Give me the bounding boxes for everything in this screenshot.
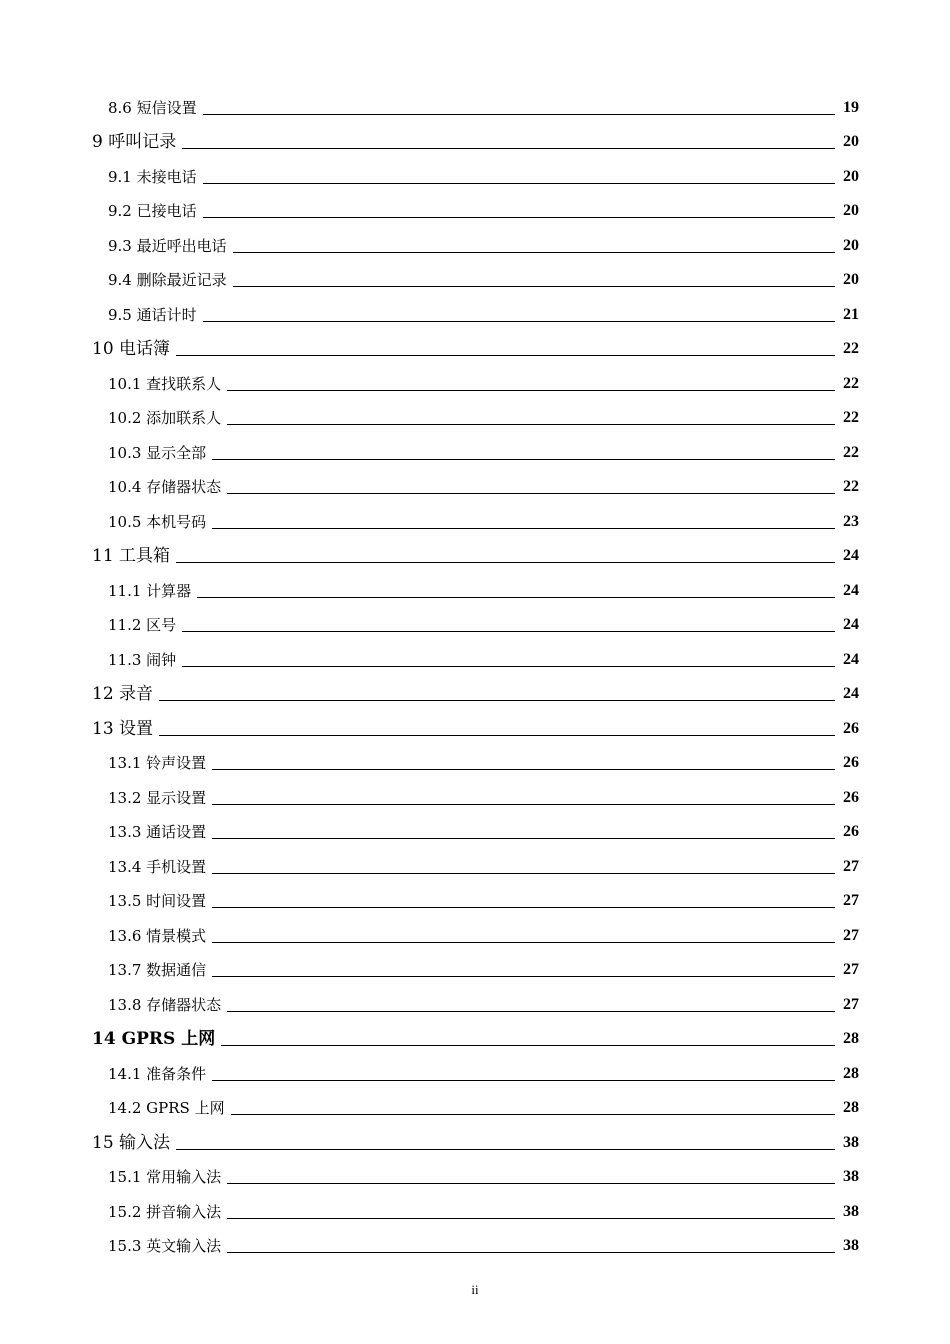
toc-leader-line	[212, 872, 835, 874]
toc-chapter-entry[interactable]	[0, 328, 950, 363]
toc-entry-page-number: 24	[843, 616, 859, 633]
toc-entry-page-number: 26	[843, 754, 859, 771]
toc-leader-line	[227, 1010, 835, 1012]
toc-section-entry[interactable]	[0, 776, 950, 811]
toc-leader-line	[212, 527, 835, 529]
toc-section-entry[interactable]	[0, 397, 950, 432]
toc-section-entry[interactable]	[0, 259, 950, 294]
toc-entry-title: 13.3 通话设置	[108, 823, 207, 841]
toc-leader-line	[212, 1079, 835, 1081]
toc-section-entry[interactable]	[0, 431, 950, 466]
toc-entry-page-number: 38	[843, 1237, 859, 1254]
toc-entry-page-number: 24	[843, 581, 859, 599]
toc-leader-line	[203, 320, 835, 322]
toc-entry-page-number: 22	[843, 409, 859, 426]
toc-chapter-entry[interactable]	[0, 707, 950, 742]
toc-section-entry[interactable]	[0, 293, 950, 328]
toc-leader-line	[233, 285, 835, 287]
toc-section-entry[interactable]	[0, 500, 950, 535]
toc-entry-page-number: 38	[843, 1168, 859, 1185]
toc-leader-line	[221, 1044, 835, 1046]
toc-leader-line	[159, 699, 835, 701]
toc-entry-title: 9 呼叫记录	[92, 132, 177, 152]
toc-entry-title: 13.5 时间设置	[108, 892, 207, 910]
toc-entry-page-number: 22	[843, 374, 859, 392]
toc-leader-line	[212, 975, 835, 977]
toc-section-entry[interactable]	[0, 224, 950, 259]
toc-entry-title: 13 设置	[92, 718, 154, 739]
toc-leader-line	[182, 147, 835, 149]
toc-entry-page-number: 27	[843, 995, 859, 1013]
toc-section-entry[interactable]	[0, 1190, 950, 1225]
toc-section-entry[interactable]	[0, 983, 950, 1018]
toc-entry-page-number: 21	[843, 305, 859, 323]
toc-section-entry[interactable]	[0, 845, 950, 880]
toc-entry-title: 10.3 显示全部	[108, 443, 207, 462]
toc-entry-page-number: 27	[843, 926, 859, 944]
toc-entry-title: 11.2 区号	[108, 616, 177, 634]
toc-entry-title: 14 GPRS 上网	[92, 1029, 216, 1049]
toc-entry-title: 10 电话簿	[92, 339, 171, 359]
toc-entry-title: 15.3 英文输入法	[108, 1237, 222, 1255]
toc-entry-title: 9.2 已接电话	[108, 202, 197, 220]
toc-entry-page-number: 20	[843, 271, 859, 288]
toc-entry-title: 9.5 通话计时	[108, 305, 197, 324]
toc-leader-line	[233, 251, 835, 253]
toc-entry-page-number: 23	[843, 512, 859, 530]
toc-section-entry[interactable]	[0, 569, 950, 604]
toc-section-entry[interactable]	[0, 880, 950, 915]
toc-entry-title: 13.7 数据通信	[108, 961, 207, 979]
toc-chapter-entry[interactable]	[0, 535, 950, 570]
toc-leader-line	[197, 596, 835, 598]
toc-entry-title: 9.3 最近呼出电话	[108, 236, 227, 255]
toc-entry-page-number: 22	[843, 340, 859, 357]
toc-section-entry[interactable]	[0, 1225, 950, 1260]
toc-entry-title: 8.6 短信设置	[108, 98, 197, 117]
toc-leader-line	[203, 216, 835, 218]
toc-section-entry[interactable]	[0, 604, 950, 639]
page-number: ii	[471, 1282, 479, 1297]
toc-leader-line	[176, 561, 835, 563]
toc-chapter-entry[interactable]	[0, 121, 950, 156]
toc-section-entry[interactable]	[0, 190, 950, 225]
toc-entry-page-number: 24	[843, 685, 859, 702]
toc-leader-line	[176, 354, 835, 356]
toc-entry-title: 13.1 铃声设置	[108, 754, 207, 772]
toc-entry-title: 13.8 存储器状态	[108, 995, 222, 1014]
toc-entry-title: 13.6 情景模式	[108, 926, 207, 945]
toc-entry-title: 9.1 未接电话	[108, 167, 197, 186]
toc-leader-line	[212, 803, 835, 805]
toc-entry-page-number: 28	[843, 1099, 859, 1116]
toc-entry-page-number: 24	[843, 650, 859, 668]
toc-entry-title: 10.5 本机号码	[108, 512, 207, 531]
toc-leader-line	[159, 734, 835, 736]
toc-entry-title: 10.1 查找联系人	[108, 374, 222, 393]
toc-entry-title: 13.2 显示设置	[108, 788, 207, 807]
toc-leader-line	[227, 389, 835, 391]
toc-entry-page-number: 20	[843, 133, 859, 150]
toc-entry-page-number: 26	[843, 823, 859, 840]
toc-entry-page-number: 24	[843, 547, 859, 564]
toc-leader-line	[227, 1251, 835, 1253]
toc-entry-page-number: 27	[843, 892, 859, 909]
toc-entry-title: 10.4 存储器状态	[108, 478, 222, 496]
toc-section-entry[interactable]	[0, 1156, 950, 1191]
toc-leader-line	[231, 1113, 835, 1115]
toc-section-entry[interactable]	[0, 155, 950, 190]
toc-leader-line	[212, 906, 835, 908]
toc-entry-title: 10.2 添加联系人	[108, 409, 222, 427]
toc-chapter-entry[interactable]	[0, 1018, 950, 1053]
toc-leader-line	[182, 630, 835, 632]
toc-entry-page-number: 27	[843, 857, 859, 875]
toc-chapter-entry[interactable]	[0, 673, 950, 708]
toc-entry-page-number: 20	[843, 236, 859, 254]
toc-leader-line	[227, 423, 835, 425]
toc-entry-title: 13.4 手机设置	[108, 857, 207, 876]
toc-section-entry[interactable]	[0, 1052, 950, 1087]
toc-entry-title: 11 工具箱	[92, 546, 171, 566]
toc-section-entry[interactable]	[0, 86, 950, 121]
toc-entry-title: 14.2 GPRS 上网	[108, 1099, 225, 1117]
toc-entry-page-number: 38	[843, 1133, 859, 1151]
toc-section-entry[interactable]	[0, 466, 950, 501]
toc-entry-title: 15.2 拼音输入法	[108, 1202, 222, 1221]
toc-entry-page-number: 22	[843, 478, 859, 495]
toc-entry-title: 14.1 准备条件	[108, 1064, 207, 1083]
toc-leader-line	[203, 113, 835, 115]
toc-entry-page-number: 20	[843, 167, 859, 185]
toc-entry-title: 15 输入法	[92, 1132, 171, 1153]
toc-entry-page-number: 27	[843, 961, 859, 978]
toc-section-entry[interactable]	[0, 638, 950, 673]
toc-entry-title: 11.3 闹钟	[108, 650, 177, 669]
toc-entry-title: 9.4 删除最近记录	[108, 271, 227, 289]
toc-section-entry[interactable]	[0, 914, 950, 949]
toc-section-entry[interactable]	[0, 811, 950, 846]
toc-section-entry[interactable]	[0, 362, 950, 397]
toc-leader-line	[227, 1182, 835, 1184]
toc-leader-line	[227, 492, 835, 494]
toc-chapter-entry[interactable]	[0, 1121, 950, 1156]
toc-leader-line	[212, 941, 835, 943]
toc-entry-page-number: 26	[843, 788, 859, 806]
toc-leader-line	[212, 837, 835, 839]
toc-leader-line	[203, 182, 835, 184]
toc-entry-page-number: 28	[843, 1030, 859, 1047]
toc-entry-page-number: 38	[843, 1202, 859, 1220]
toc-entry-title: 12 录音	[92, 684, 154, 704]
toc-entry-page-number: 19	[843, 98, 859, 116]
toc-entry-page-number: 26	[843, 719, 859, 737]
toc-entry-title: 15.1 常用输入法	[108, 1168, 222, 1186]
toc-leader-line	[176, 1148, 835, 1150]
toc-leader-line	[227, 1217, 835, 1219]
toc-leader-line	[182, 665, 835, 667]
toc-entry-title: 11.1 计算器	[108, 581, 192, 600]
toc-entry-page-number: 28	[843, 1064, 859, 1082]
toc-section-entry[interactable]	[0, 1087, 950, 1122]
toc-leader-line	[212, 768, 835, 770]
toc-section-entry[interactable]	[0, 742, 950, 777]
toc-leader-line	[212, 458, 835, 460]
toc-entry-page-number: 22	[843, 443, 859, 461]
toc-section-entry[interactable]	[0, 949, 950, 984]
toc-entry-page-number: 20	[843, 202, 859, 219]
table-of-contents	[0, 86, 950, 1259]
